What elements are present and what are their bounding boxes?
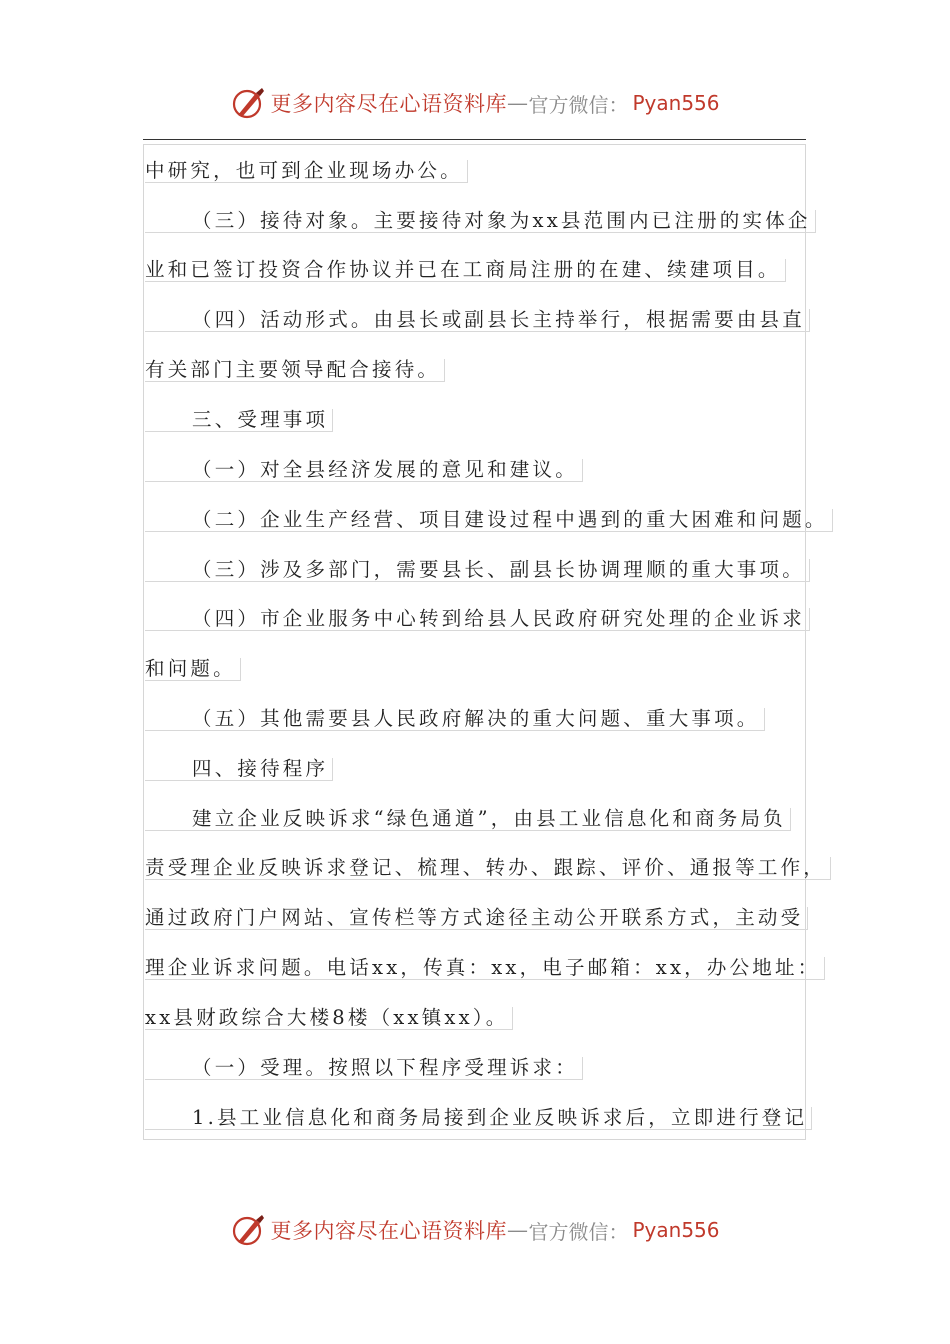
text-line: （一）受理。按照以下程序受理诉求： xyxy=(145,1057,583,1080)
header-watermark-banner xyxy=(0,83,950,123)
text-line: 业和已签订投资合作协议并已在工商局注册的在建、续建项目。 xyxy=(145,259,786,282)
banner-wechat-id: Pyan556 xyxy=(632,91,720,115)
pen-logo-icon xyxy=(230,1212,266,1248)
header-divider xyxy=(143,139,806,140)
text-line: 和问题。 xyxy=(145,658,241,681)
banner-wechat-label: 官方微信： xyxy=(528,1219,629,1244)
banner-wechat-id: Pyan556 xyxy=(632,1218,720,1242)
text-line: 中研究，也可到企业现场办公。 xyxy=(145,160,468,183)
text-line: （四）市企业服务中心转到给县人民政府研究处理的企业诉求 xyxy=(145,608,810,631)
banner-main-text: 更多内容尽在心语资料库 xyxy=(270,92,507,116)
section-heading: 四、接待程序 xyxy=(145,758,333,781)
banner-wechat-label: 官方微信： xyxy=(528,92,629,117)
text-line: 有关部门主要领导配合接待。 xyxy=(145,359,445,382)
text-line: （四）活动形式。由县长或副县长主持举行，根据需要由县直 xyxy=(145,309,810,332)
text-line: （一）对全县经济发展的意见和建议。 xyxy=(145,459,583,482)
pen-logo-icon xyxy=(230,85,266,121)
text-line: 理企业诉求问题。电话xx，传真：xx，电子邮箱：xx，办公地址： xyxy=(145,957,825,980)
text-line: （三）接待对象。主要接待对象为xx县范围内已注册的实体企 xyxy=(145,210,816,233)
text-line: （五）其他需要县人民政府解决的重大问题、重大事项。 xyxy=(145,708,765,731)
document-page-frame xyxy=(143,144,806,1140)
footer-watermark-banner xyxy=(0,1210,950,1250)
text-line: 建立企业反映诉求“绿色通道”，由县工业信息化和商务局负 xyxy=(145,808,791,831)
text-line: （二）企业生产经营、项目建设过程中遇到的重大困难和问题。 xyxy=(145,509,833,532)
text-line: 通过政府门户网站、宣传栏等方式途径主动公开联系方式，主动受 xyxy=(145,907,808,930)
banner-dash: — xyxy=(506,91,529,115)
text-line: （三）涉及多部门，需要县长、副县长协调理顺的重大事项。 xyxy=(145,559,810,582)
banner-dash: — xyxy=(506,1218,529,1242)
text-line: 1.县工业信息化和商务局接到企业反映诉求后，立即进行登记 xyxy=(145,1107,812,1130)
section-heading: 三、受理事项 xyxy=(145,409,333,432)
text-line: xx县财政综合大楼8楼（xx镇xx）。 xyxy=(145,1007,513,1030)
banner-main-text: 更多内容尽在心语资料库 xyxy=(270,1219,507,1243)
text-line: 责受理企业反映诉求登记、梳理、转办、跟踪、评价、通报等工作， xyxy=(145,857,831,880)
